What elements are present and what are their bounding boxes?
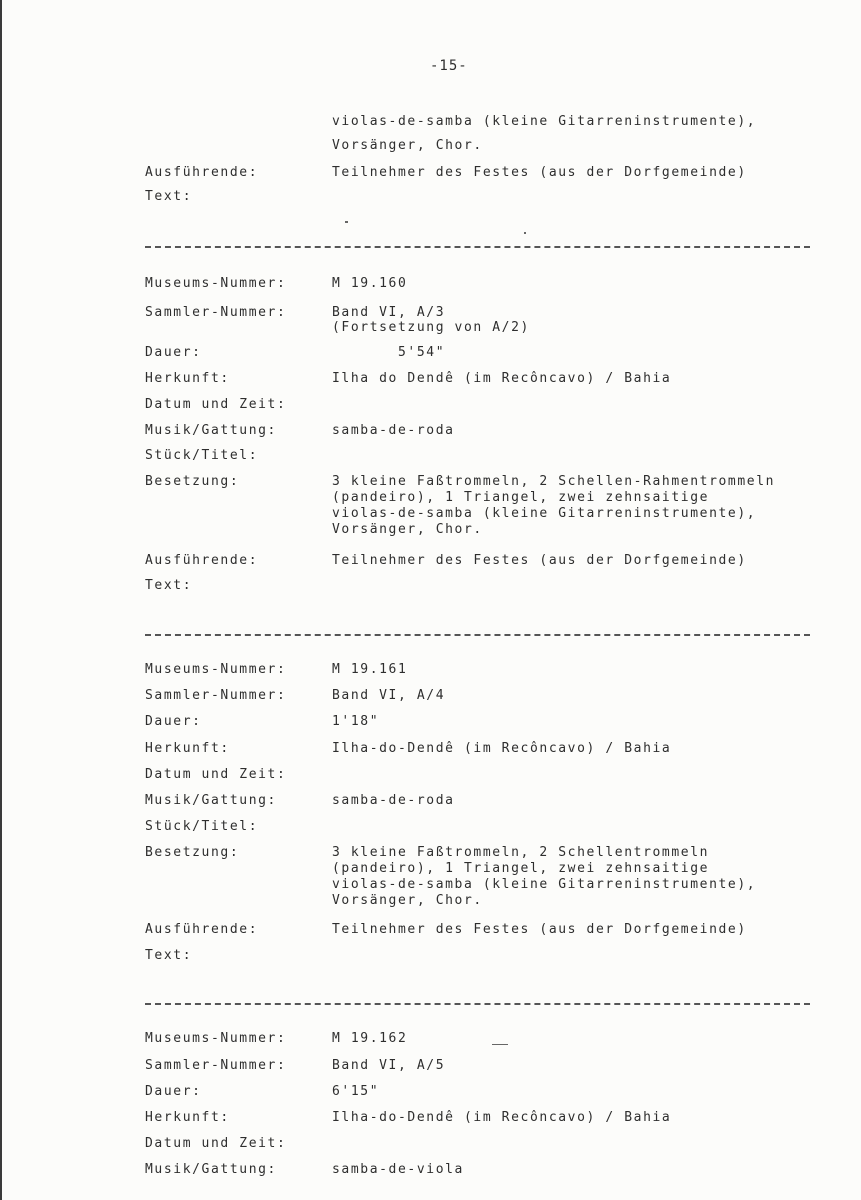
origin-value: Ilha do Dendê (im Recôncavo) / Bahia: [332, 371, 672, 386]
scan-speck: [345, 221, 348, 223]
instrumentation-line: (pandeiro), 1 Triangel, zwei zehnsaitige: [332, 490, 710, 505]
performers-label: Ausführende:: [145, 922, 259, 937]
instrumentation-line: violas-de-samba (kleine Gitarreninstrumente),: [332, 506, 757, 521]
separator-line: [145, 1003, 810, 1005]
piece-title-label: Stück/Titel:: [145, 448, 259, 463]
museum-number-label: Museums-Nummer:: [145, 1031, 287, 1046]
besetzung-line: Vorsänger, Chor.: [332, 138, 483, 153]
date-time-label: Datum und Zeit:: [145, 767, 287, 782]
performers-label: Ausführende:: [145, 553, 259, 568]
instrumentation-label: Besetzung:: [145, 474, 240, 489]
duration-label: Dauer:: [145, 345, 202, 360]
museum-number-value: M 19.160: [332, 276, 408, 291]
instrumentation-line: 3 kleine Faßtrommeln, 2 Schellentrommeln: [332, 845, 710, 860]
text-label: Text:: [145, 948, 193, 963]
besetzung-line: violas-de-samba (kleine Gitarreninstrumente),: [332, 114, 757, 129]
separator-line: [145, 634, 810, 636]
museum-number-label: Museums-Nummer:: [145, 662, 287, 677]
instrumentation-line: 3 kleine Faßtrommeln, 2 Schellen-Rahmentrommeln: [332, 474, 776, 489]
instrumentation-line: Vorsänger, Chor.: [332, 893, 483, 908]
piece-title-label: Stück/Titel:: [145, 819, 259, 834]
origin-label: Herkunft:: [145, 1110, 230, 1125]
scan-speck: [492, 1044, 508, 1045]
music-genre-value: samba-de-roda: [332, 423, 455, 438]
ausfuehrende-label: Ausführende:: [145, 165, 259, 180]
separator-line: [145, 246, 810, 248]
performers-value: Teilnehmer des Festes (aus der Dorfgemeinde): [332, 553, 747, 568]
duration-label: Dauer:: [145, 714, 202, 729]
duration-value: 6'15": [332, 1084, 380, 1099]
scan-speck: [524, 232, 526, 234]
collector-number-line: (Fortsetzung von A/2): [332, 320, 530, 335]
collector-number-label: Sammler-Nummer:: [145, 305, 287, 320]
music-genre-value: samba-de-roda: [332, 793, 455, 808]
origin-label: Herkunft:: [145, 741, 230, 756]
duration-label: Dauer:: [145, 1084, 202, 1099]
page-number: -15-: [430, 58, 468, 74]
text-label: Text:: [145, 189, 193, 204]
instrumentation-line: (pandeiro), 1 Triangel, zwei zehnsaitige: [332, 861, 710, 876]
date-time-label: Datum und Zeit:: [145, 1136, 287, 1151]
music-genre-label: Musik/Gattung:: [145, 793, 277, 808]
instrumentation-line: Vorsänger, Chor.: [332, 522, 483, 537]
date-time-label: Datum und Zeit:: [145, 397, 287, 412]
collector-number-line: Band VI, A/4: [332, 688, 446, 703]
performers-value: Teilnehmer des Festes (aus der Dorfgemeinde): [332, 922, 747, 937]
museum-number-label: Museums-Nummer:: [145, 276, 287, 291]
duration-value: 1'18": [332, 714, 380, 729]
music-genre-label: Musik/Gattung:: [145, 423, 277, 438]
origin-label: Herkunft:: [145, 371, 230, 386]
collector-number-line: Band VI, A/5: [332, 1058, 446, 1073]
music-genre-value: samba-de-viola: [332, 1162, 464, 1177]
museum-number-value: M 19.161: [332, 662, 408, 677]
music-genre-label: Musik/Gattung:: [145, 1162, 277, 1177]
collector-number-label: Sammler-Nummer:: [145, 688, 287, 703]
collector-number-line: Band VI, A/3: [332, 305, 446, 320]
text-label: Text:: [145, 578, 193, 593]
origin-value: Ilha-do-Dendê (im Recôncavo) / Bahia: [332, 741, 672, 756]
collector-number-label: Sammler-Nummer:: [145, 1058, 287, 1073]
origin-value: Ilha-do-Dendê (im Recôncavo) / Bahia: [332, 1110, 672, 1125]
museum-number-value: M 19.162: [332, 1031, 408, 1046]
ausfuehrende-value: Teilnehmer des Festes (aus der Dorfgemeinde): [332, 165, 747, 180]
duration-value: 5'54": [398, 345, 446, 360]
instrumentation-label: Besetzung:: [145, 845, 240, 860]
instrumentation-line: violas-de-samba (kleine Gitarreninstrumente),: [332, 877, 757, 892]
